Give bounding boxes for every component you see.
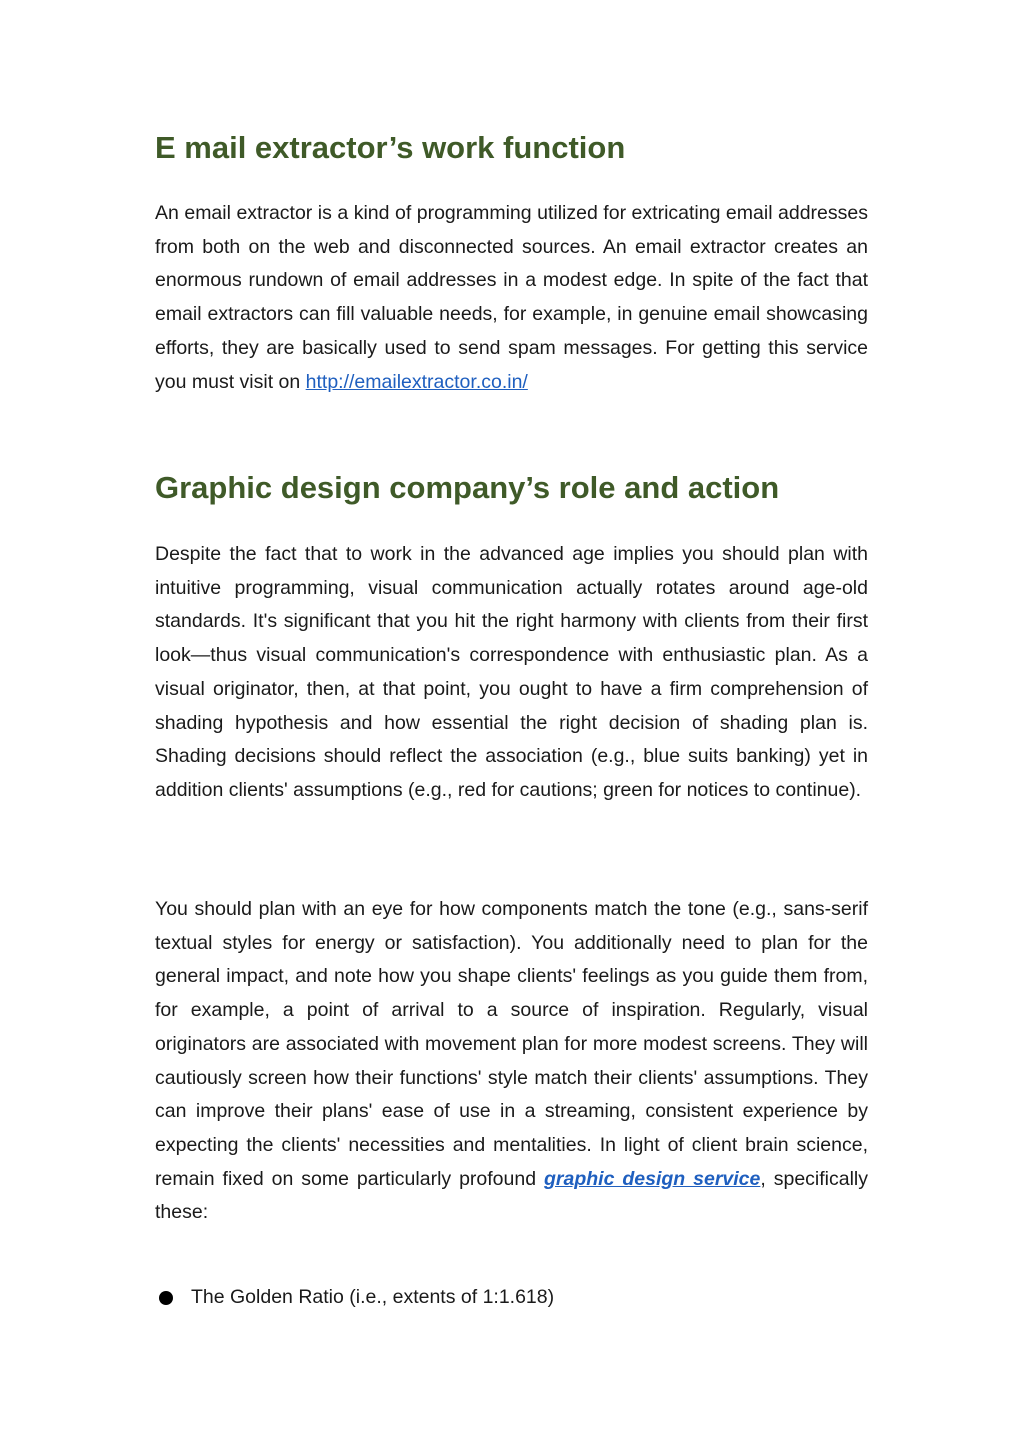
list-item — [155, 1281, 868, 1315]
list-item-text: The Golden Ratio (i.e., extents of 1:1.618) — [191, 1286, 555, 1308]
email-extractor-text: An email extractor is a kind of programming utilized for extricating email addresses from both on the web and disconnected sources. An email extractor creates an enormous rundown of email addresses in a modest edge. In spite of the fact that email extractors can fill valuable needs, for example, in genuine email showcasing efforts, they are basically used to send spam messages. For getting this service you must visit on — [155, 202, 868, 393]
emailextractor-link[interactable]: http://emailextractor.co.in/ — [305, 370, 528, 393]
bullet-icon — [159, 1291, 173, 1305]
graphic-design-service-link[interactable]: graphic design service — [544, 1167, 761, 1190]
graphic-design-paragraph-2-text: You should plan with an eye for how components match the tone (e.g., sans-serif textual styles for energy or satisfaction). You additionally need to plan for the general impact, and note how you shape clients' feelings as you guide them from, for example, a point of arrival to a source of inspiration. Regularly, visual originators are associated with movement plan for more modest screens. They will cautiously screen how their functions' style match their clients' assumptions. They can improve their plans' ease of use in a streaming, consistent experience by expecting the clients' necessities and mentalities. In light of client brain science, remain fixed on some particularly profound — [155, 898, 868, 1190]
graphic-design-paragraph-1: Despite the fact that to work in the advanced age implies you should plan with intuitive programming, visual communication actually rotates around age-old standards. It's significant that you hit the right harmony with clients from their first look—thus visual communication's correspondence with enthusiastic plan. As a visual originator, then, at that point, you ought to have a firm comprehension of shading hypothesis and how essential the right decision of shading plan is. Shading decisions should reflect the association (e.g., blue suits banking) yet in addition clients' assumptions (e.g., red for cautions; green for notices to continue). — [155, 543, 868, 801]
section-heading-graphic-design: Graphic design company’s role and action — [155, 470, 780, 505]
graphic-design-paragraph-2 — [155, 893, 868, 1230]
section-heading-email-extractor: E mail extractor’s work function — [155, 130, 626, 165]
email-extractor-paragraph — [155, 197, 868, 399]
graphic-design-paragraph-2-tail: , specifically these: — [155, 1167, 869, 1224]
